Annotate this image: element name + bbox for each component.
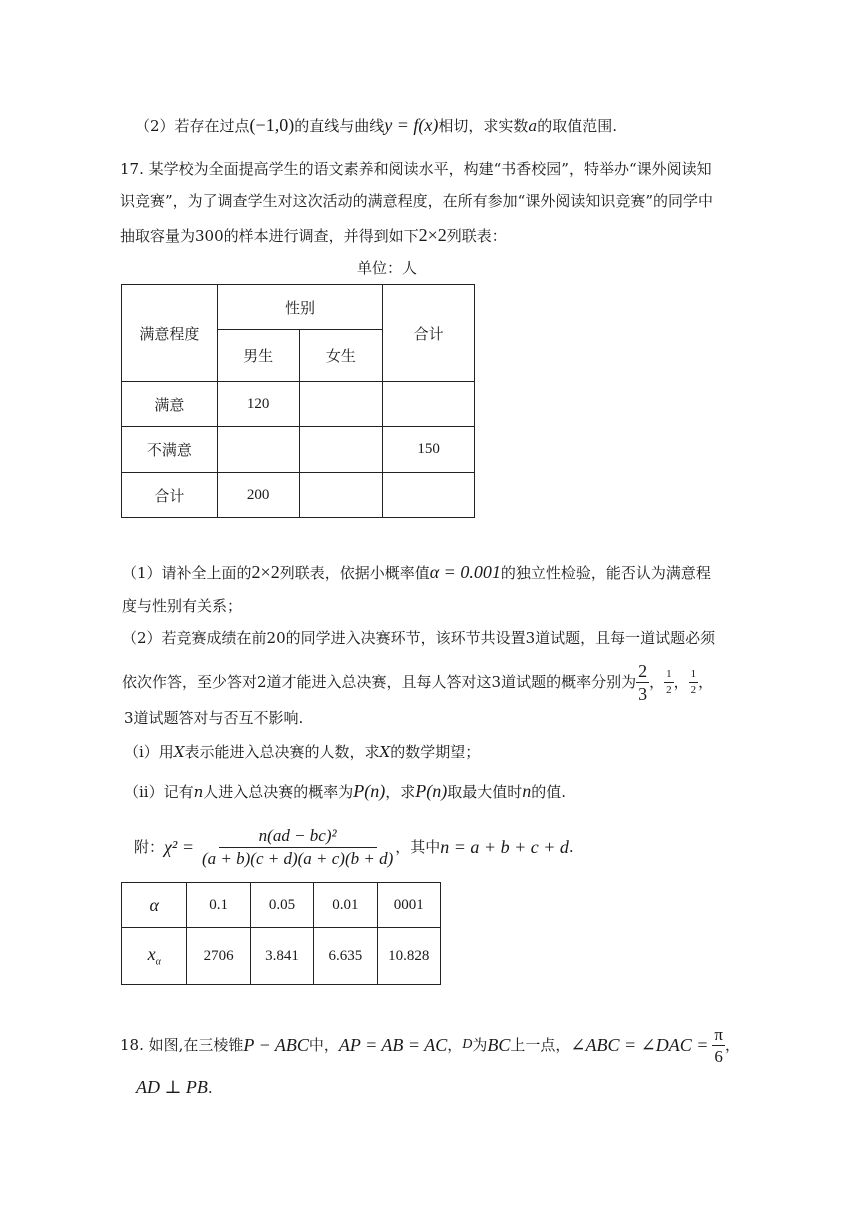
q17-p1-suffix: 的独立性检验，能否认为满意程 [500, 564, 711, 582]
table-row [122, 382, 475, 427]
contingency-table [121, 284, 475, 518]
q17-part1-line2: 度与性别有关系； [122, 597, 243, 615]
q16-part2-suffix: 相切，求实数 [438, 117, 529, 135]
pi-over-six [712, 1026, 725, 1065]
q17-part2-line3: 3道试题答对与否互不影响. [124, 709, 304, 727]
alpha-value: 0.05 [250, 883, 313, 928]
critical-value-table [121, 882, 441, 985]
sub-ii-mid3: 取最大值时 [447, 783, 523, 801]
table-unit: 单位：人 [357, 259, 418, 277]
alpha-value: 0.1 [187, 883, 250, 928]
var-x-2: X [379, 743, 391, 761]
header-male: 男生 [217, 330, 299, 382]
table-row [122, 883, 441, 928]
header-total: 合计 [383, 285, 475, 382]
header-satisfaction: 满意程度 [122, 285, 218, 382]
q18-equal: AP = AB = AC [338, 1035, 448, 1055]
q18-line2 [136, 1076, 213, 1099]
critical-value: 10.828 [377, 928, 440, 985]
prob2-den: 2 [666, 683, 672, 696]
cell-total [383, 473, 475, 518]
x-subscript: α [155, 956, 161, 968]
table-row [122, 473, 475, 518]
q17-intro-line3-prefix: 抽取容量为300的样本进行调查，并得到如下 [120, 227, 419, 245]
q18-angles: ∠ABC = ∠DAC = [570, 1035, 709, 1055]
prob3-num: 1 [689, 669, 699, 683]
prob3-fraction [689, 669, 699, 696]
q17-sub-i [124, 741, 480, 763]
q17-part2-line1: （2）若竞赛成绩在前20的同学进入决赛环节，该环节共设置3道试题，且每一道试题必须 [122, 629, 716, 647]
q18-prefix: 18. 如图,在三棱锥 [120, 1036, 244, 1054]
q18-on: 上一点， [510, 1036, 571, 1054]
q17-intro-line1: 17. 某学校为全面提高学生的语文素养和阅读水平，构建“书香校园”，特举办“课外阅读知 [120, 160, 712, 178]
p-of-n: P(n) [353, 781, 386, 801]
alpha-value: 0001 [377, 883, 440, 928]
prob2-fraction [664, 669, 674, 696]
q17-p1-mid: 列联表，依据小概率值 [279, 564, 430, 582]
sub-i-suffix: 的数学期望； [390, 743, 481, 761]
q17-intro-line3 [120, 224, 507, 247]
alpha-value: 0.01 [314, 883, 377, 928]
q18-sep: ， [447, 1036, 463, 1054]
cell-total [383, 382, 475, 427]
q18-mid: 中， [308, 1036, 339, 1054]
q18-bc: BC [487, 1035, 511, 1055]
chi-square-symbol: χ² = [164, 837, 194, 857]
prob1-den: 3 [638, 683, 648, 704]
q17-table-size: 2×2 [418, 225, 447, 245]
q18-is-point: 为 [472, 1036, 488, 1054]
formula-numerator: n(ad − bc)² [219, 827, 377, 848]
table-row [122, 928, 441, 985]
row-label: 不满意 [122, 427, 218, 473]
q18-line1: 18. 如图,在三棱锥 P − ABC 中， AP = AB = AC ， D 为 BC 上一点， ∠ABC = ∠DAC = $\frac{\pi}{6}$ ， [120, 1024, 740, 1066]
q17-p1-alpha: α = 0.001 [429, 562, 501, 582]
cell-male [217, 427, 299, 473]
cell-male: 120 [217, 382, 299, 427]
cell-total: 150 [383, 427, 475, 473]
q16-part2-prefix: （2）若存在过点 [135, 117, 250, 135]
var-n-2: n [522, 781, 532, 801]
formula-fraction [200, 827, 395, 867]
pi: π [714, 1024, 723, 1044]
prob2-num: 1 [664, 669, 674, 683]
q17-part2-line2: 依次作答，至少答对2道才能进入总决赛，且每人答对这3道试题的概率分别为 $\frac{2}{3}$ ， $\frac{1}{2}$ ， $\frac{1}{2}$ ， [122, 660, 714, 704]
q16-part2-line [135, 114, 617, 137]
six: 6 [714, 1046, 723, 1066]
q17-part1-line1 [122, 561, 711, 584]
p-of-n-2: P(n) [415, 781, 448, 801]
sub-ii-prefix: （ii）记有 [124, 783, 194, 801]
formula-end: . [568, 838, 574, 856]
q17-p2-line2-text: 依次作答，至少答对2道才能进入总决赛，且每人答对这3道试题的概率分别为 [122, 673, 637, 691]
cell-male: 200 [217, 473, 299, 518]
critical-value: 3.841 [250, 928, 313, 985]
q18-pyramid: P − ABC [243, 1035, 309, 1055]
x-header [122, 928, 187, 985]
sub-ii-mid: 人进入总决赛的概率为 [203, 783, 354, 801]
q16-point: (−1,0) [249, 115, 295, 135]
critical-value: 6.635 [314, 928, 377, 985]
q16-part2-mid: 的直线与曲线 [294, 117, 385, 135]
appendix-label: 附： [134, 838, 165, 856]
formula-where: ，其中 [395, 838, 441, 856]
sub-i-prefix: （i）用 [124, 743, 174, 761]
header-gender: 性别 [217, 285, 382, 330]
cell-female [299, 473, 383, 518]
sub-ii-mid2: ，求 [385, 783, 416, 801]
sub-i-mid: 表示能进入总决赛的人数，求 [184, 743, 380, 761]
q17-sub-ii [124, 780, 566, 803]
q16-var-a: a [528, 117, 538, 135]
q17-p1-table: 2×2 [251, 562, 280, 582]
critical-value: 2706 [187, 928, 250, 985]
q18-perpendicular: AD ⊥ PB [136, 1077, 208, 1097]
prob1-fraction [636, 662, 649, 703]
cell-female [299, 382, 383, 427]
prob1-num: 2 [638, 660, 648, 681]
formula-denominator: (a + b)(c + d)(a + c)(b + d) [201, 849, 394, 868]
x-label: x [147, 944, 156, 965]
row-label: 合计 [122, 473, 218, 518]
alpha-header: α [122, 883, 187, 928]
q16-part2-end: 的取值范围. [537, 117, 618, 135]
q16-curve: y = f(x) [384, 115, 439, 135]
var-n: n [193, 783, 204, 801]
var-x: X [173, 743, 185, 761]
header-female: 女生 [299, 330, 383, 382]
q18-line2-end: . [207, 1079, 213, 1097]
q17-intro-line2: 识竞赛”，为了调查学生对这次活动的满意程度，在所有参加“课外阅读知识竞赛”的同学中 [120, 192, 714, 210]
sub-ii-suffix: 的值. [531, 783, 567, 801]
q17-p1-prefix: （1）请补全上面的 [122, 564, 252, 582]
table-row [122, 427, 475, 473]
appendix-formula [134, 822, 574, 872]
cell-female [299, 427, 383, 473]
q18-point-d: D [462, 1037, 473, 1052]
formula-n-def: n = a + b + c + d [440, 837, 569, 857]
row-label: 满意 [122, 382, 218, 427]
prob3-den: 2 [690, 683, 697, 696]
q17-intro-line3-suffix: 列联表： [446, 227, 507, 245]
